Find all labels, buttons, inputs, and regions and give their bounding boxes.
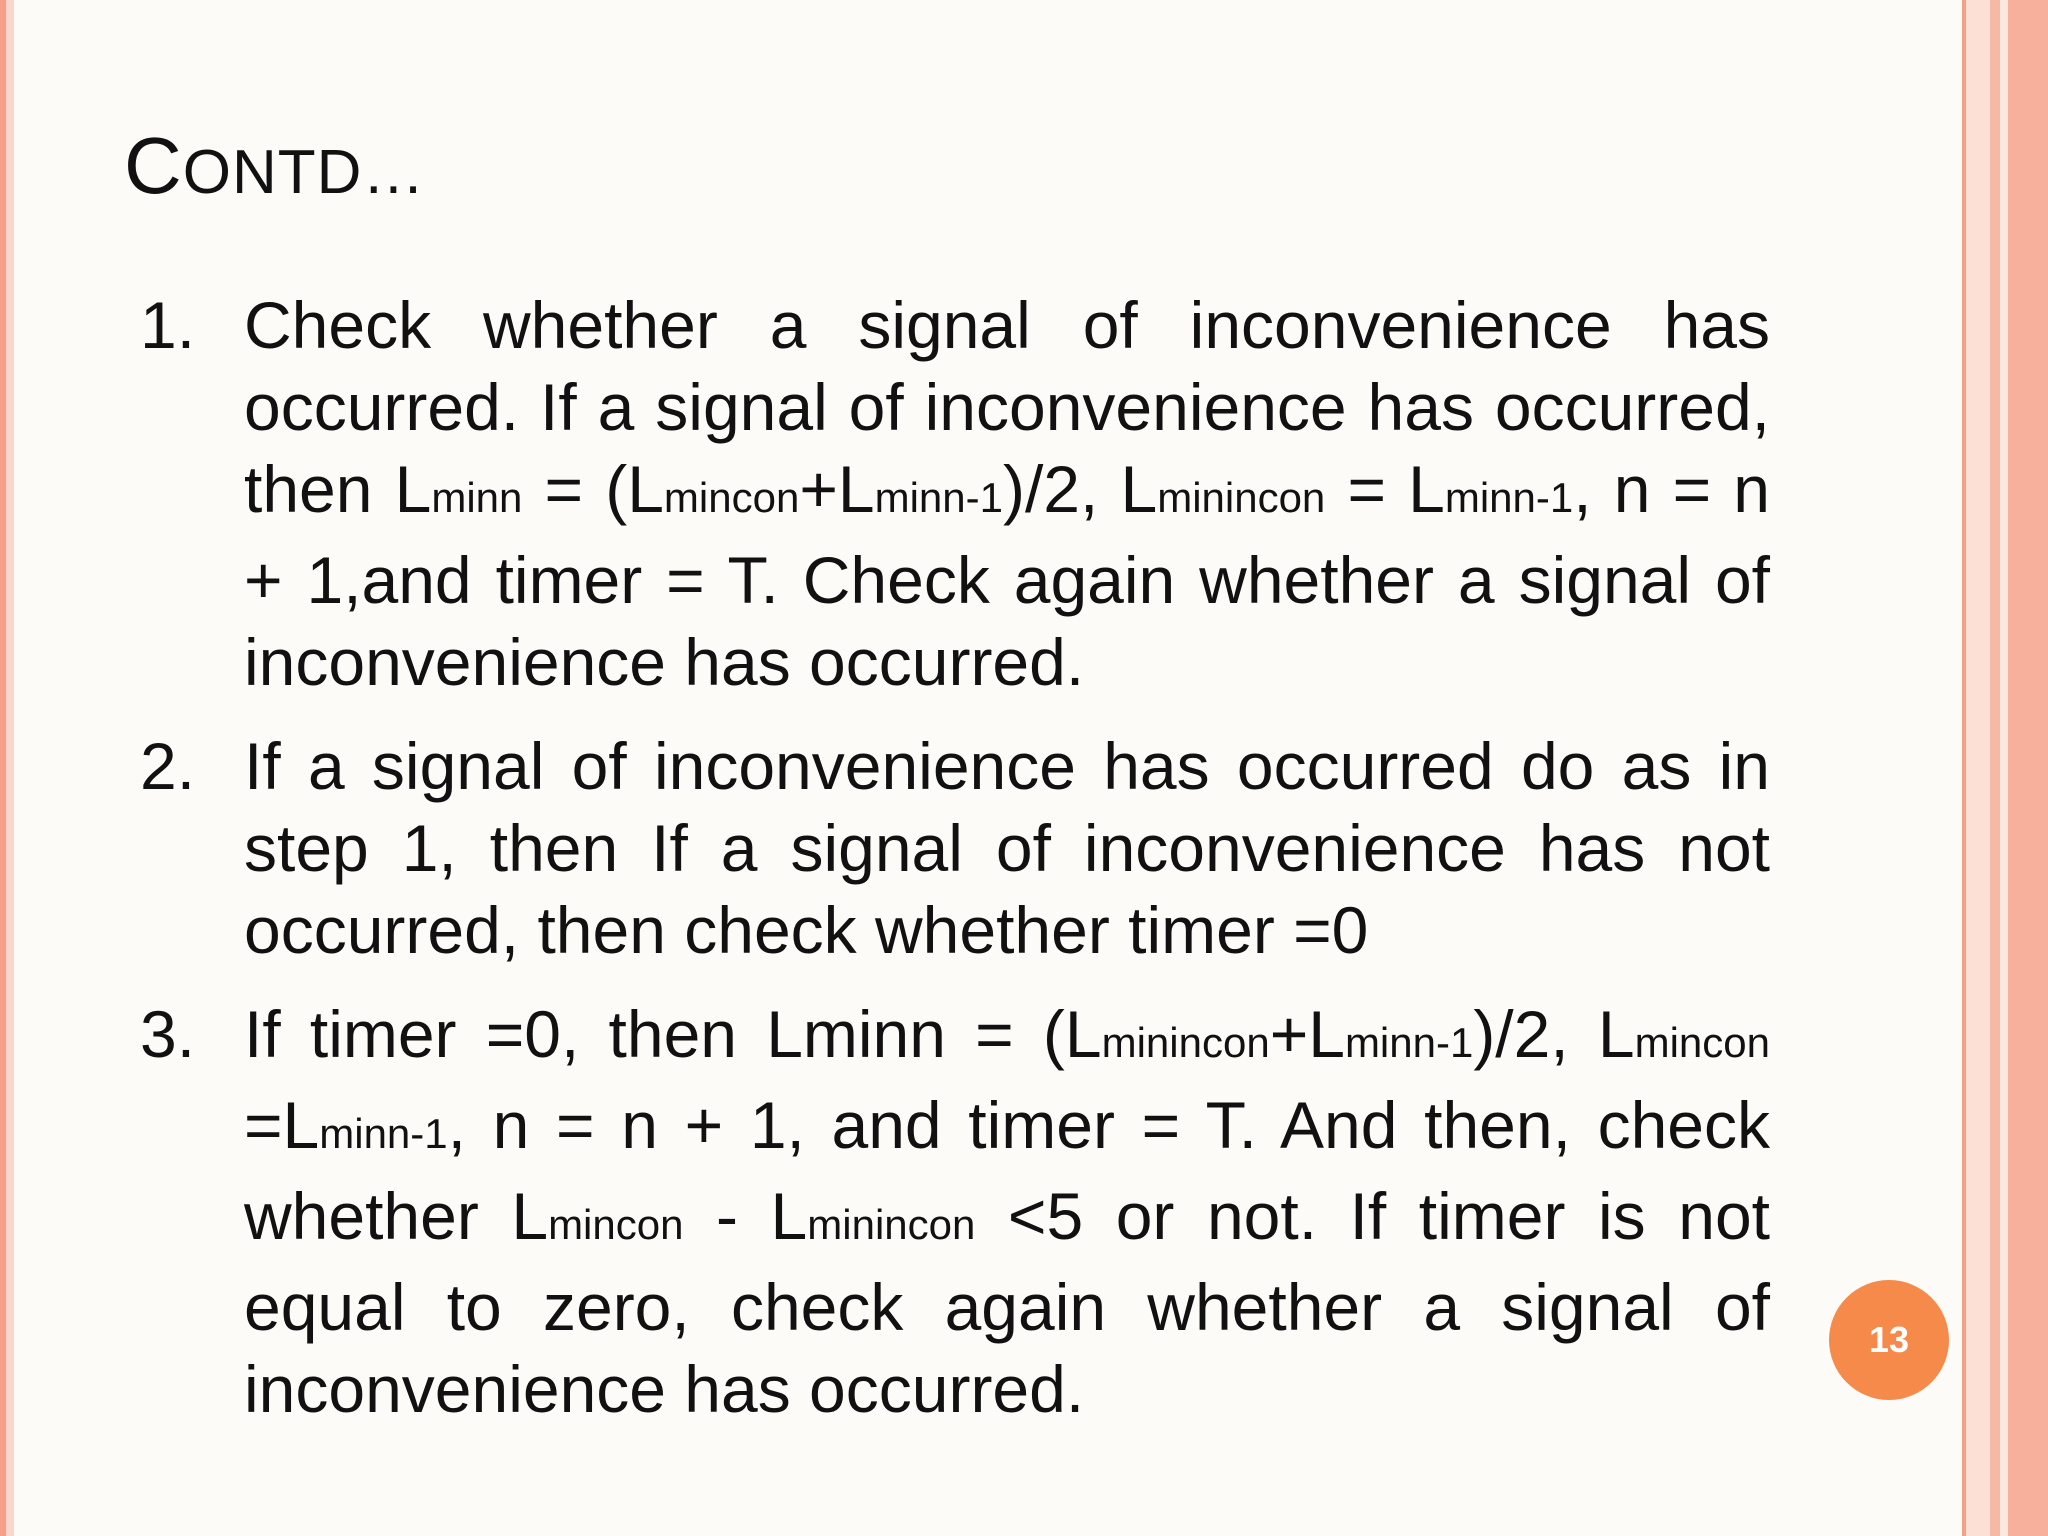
body-text: +L — [799, 452, 875, 526]
subscript-text: minincon — [807, 1201, 976, 1248]
body-text: )/2, L — [1002, 452, 1158, 526]
body-text: If timer =0, then Lminn = (L — [244, 997, 1102, 1071]
subscript-text: minn-1 — [1344, 1019, 1474, 1066]
subscript-text: minn — [431, 474, 523, 521]
right-border-stripe — [2000, 0, 2008, 1536]
body-text: =L — [244, 1088, 320, 1162]
list-item — [140, 284, 1770, 703]
subscript-text: minn-1 — [874, 474, 1003, 521]
left-border-pale — [6, 0, 14, 1536]
list-item-number: 3. — [140, 997, 196, 1071]
subscript-text: minincon — [1157, 474, 1326, 521]
list-item-text — [244, 284, 1770, 703]
subscript-text: minn-1 — [1444, 474, 1574, 521]
subscript-text: mincon — [548, 1201, 684, 1248]
body-text: - L — [683, 1179, 808, 1253]
body-text: = (L — [522, 452, 664, 526]
list-item-text — [244, 725, 1770, 971]
body-text: = L — [1325, 452, 1445, 526]
subscript-text: mincon — [1634, 1019, 1771, 1066]
page-number-badge: 13 — [1829, 1280, 1949, 1400]
list-item — [140, 993, 1770, 1430]
body-text: , n = n + 1, and timer = T. And then, check whether L — [244, 1088, 1770, 1253]
subscript-text: mincon — [663, 474, 800, 521]
list-item-text — [244, 993, 1770, 1430]
list-item — [140, 725, 1770, 971]
body-text: , n = n + 1,and timer = T. Check again whether a signal of inconvenience has occurred. — [244, 452, 1771, 699]
body-text: +L — [1269, 997, 1345, 1071]
right-border-stripe — [1966, 0, 1990, 1536]
list-item-number: 2. — [140, 729, 196, 803]
body-text: Check whether a signal of inconvenience has occurred. If a signal of inconvenience has occurred, then L — [244, 288, 1770, 526]
slide-title — [124, 120, 425, 212]
body-text: If a signal of inconvenience has occurred do as in step 1, then If a signal of inconvenience has not occurred, then check whether timer =0 — [244, 729, 1770, 967]
body-text: <5 or not. If timer is not equal to zero, check again whether a signal of inconvenience has occurred. — [244, 1179, 1770, 1426]
subscript-text: minincon — [1101, 1019, 1270, 1066]
step-list — [140, 284, 1770, 1452]
right-border-stripe — [1990, 0, 2000, 1536]
slide-title-initial: C — [124, 121, 183, 210]
right-border-stripe — [2008, 0, 2048, 1536]
body-text: )/2, L — [1473, 997, 1635, 1071]
subscript-text: minn-1 — [319, 1110, 448, 1157]
slide-title-rest: ONTD… — [182, 138, 426, 207]
list-item-number: 1. — [140, 288, 196, 362]
